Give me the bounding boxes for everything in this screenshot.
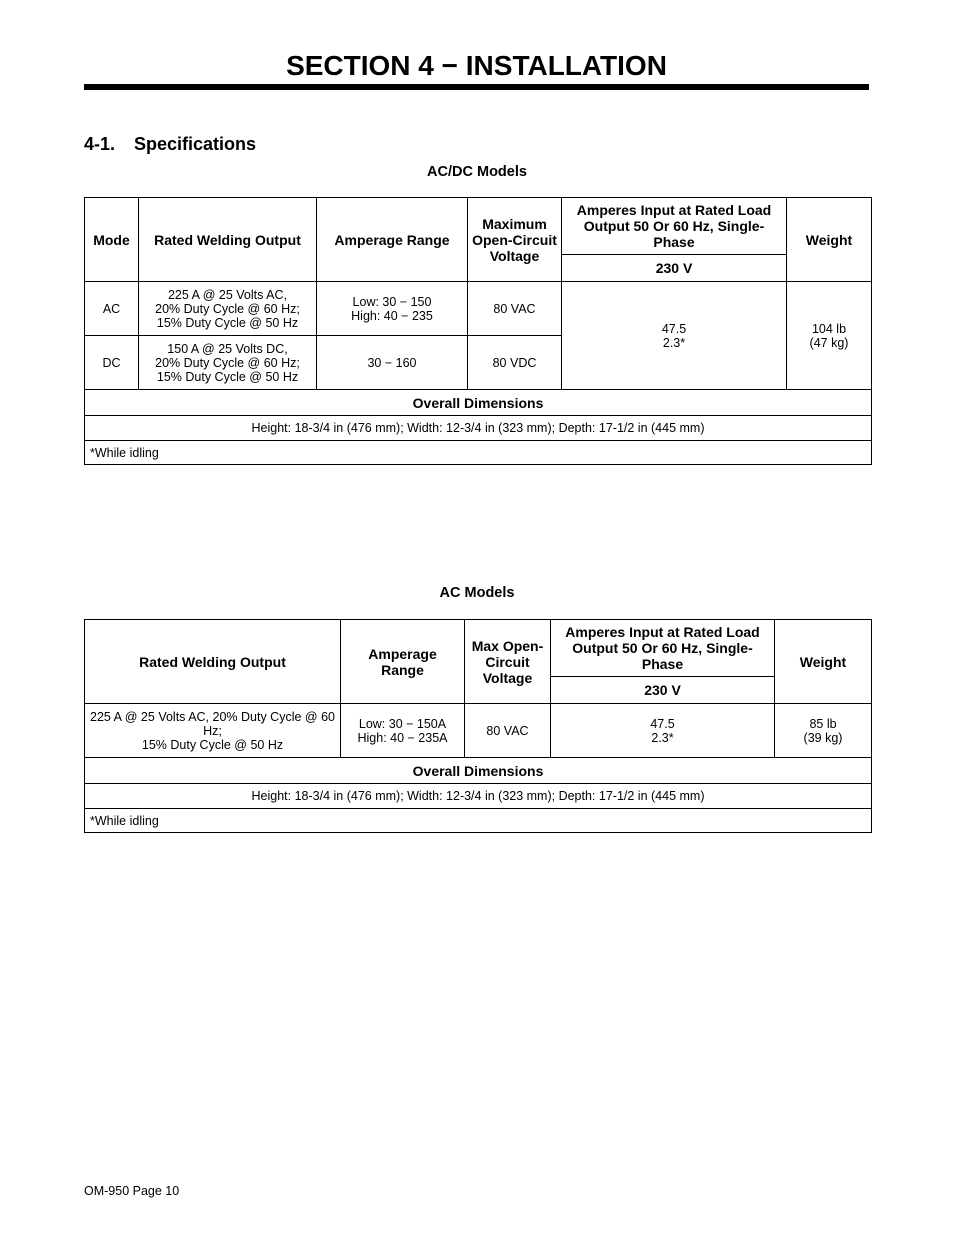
acdc-row-ac — [85, 282, 872, 336]
page-footer: OM-950 Page 10 — [84, 1184, 180, 1198]
ac-header-weight: Weight — [775, 620, 872, 704]
acdc-row-output: 225 A @ 25 Volts AC, 20% Duty Cycle @ 60 Hz; 15% Duty Cycle @ 50 Hz — [139, 282, 317, 336]
acdc-header-amps-input: Amperes Input at Rated Load Output 50 Or 60 Hz, Single-Phase — [562, 198, 787, 255]
ac-row-range: Low: 30 − 150A High: 40 − 235A — [341, 704, 465, 758]
subsection-number: 4-1. — [84, 134, 116, 154]
ac-row-output: 225 A @ 25 Volts AC, 20% Duty Cycle @ 60 Hz; 15% Duty Cycle @ 50 Hz — [85, 704, 341, 758]
acdc-header-rated-output: Rated Welding Output — [139, 198, 317, 282]
acdc-amps-value: 47.5 2.3* — [562, 282, 787, 390]
acdc-dims-title: Overall Dimensions — [85, 390, 872, 416]
ac-header-voltage: 230 V — [551, 677, 775, 704]
subsection-heading — [84, 133, 256, 155]
acdc-dims-value: Height: 18-3/4 in (476 mm); Width: 12-3/4 in (323 mm); Depth: 17-1/2 in (445 mm) — [85, 416, 872, 441]
ac-footnote: *While idling — [85, 809, 872, 833]
ac-header-rated-output: Rated Welding Output — [85, 620, 341, 704]
ac-spec-table — [84, 619, 872, 833]
acdc-row-mode: AC — [85, 282, 139, 336]
acdc-header-ocv: Maximum Open-Circuit Voltage — [468, 198, 562, 282]
acdc-spec-table — [84, 197, 872, 465]
acdc-header-amperage-range: Amperage Range — [317, 198, 468, 282]
ac-dims-title: Overall Dimensions — [85, 758, 872, 784]
acdc-footnote: *While idling — [85, 441, 872, 465]
ac-header-amperage-range: Amperage Range — [341, 620, 465, 704]
subsection-title: Specifications — [134, 134, 257, 154]
acdc-weight-value: 104 lb (47 kg) — [787, 282, 872, 390]
ac-dims-value: Height: 18-3/4 in (476 mm); Width: 12-3/4 in (323 mm); Depth: 17-1/2 in (445 mm) — [85, 784, 872, 809]
acdc-row-range: 30 − 160 — [317, 336, 468, 390]
section-title: SECTION 4 − INSTALLATION — [286, 50, 667, 81]
acdc-header-weight: Weight — [787, 198, 872, 282]
acdc-row-ocv: 80 VAC — [468, 282, 562, 336]
acdc-table-caption: AC/DC Models — [427, 164, 527, 180]
acdc-row-mode: DC — [85, 336, 139, 390]
ac-row-amps: 47.5 2.3* — [551, 704, 775, 758]
ac-header-ocv: Max Open-Circuit Voltage — [465, 620, 551, 704]
ac-row-ocv: 80 VAC — [465, 704, 551, 758]
acdc-header-voltage: 230 V — [562, 255, 787, 282]
acdc-header-mode: Mode — [85, 198, 139, 282]
title-rule — [84, 84, 869, 90]
ac-header-amps-input: Amperes Input at Rated Load Output 50 Or 60 Hz, Single-Phase — [551, 620, 775, 677]
ac-table-caption: AC Models — [439, 585, 515, 601]
ac-row-weight: 85 lb (39 kg) — [775, 704, 872, 758]
ac-row — [85, 704, 872, 758]
acdc-row-range: Low: 30 − 150 High: 40 − 235 — [317, 282, 468, 336]
acdc-row-output: 150 A @ 25 Volts DC, 20% Duty Cycle @ 60 Hz; 15% Duty Cycle @ 50 Hz — [139, 336, 317, 390]
acdc-row-ocv: 80 VDC — [468, 336, 562, 390]
